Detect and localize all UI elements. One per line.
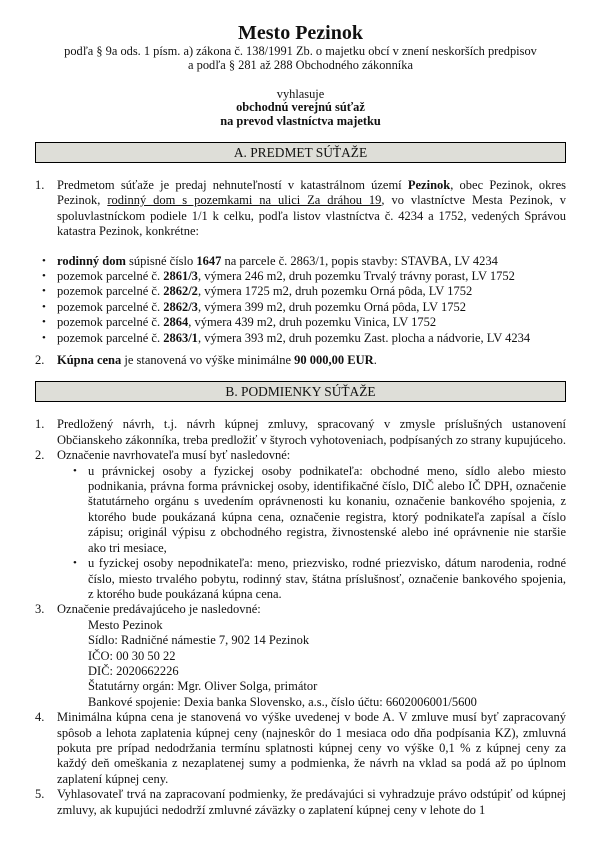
property-bullet <box>35 254 566 269</box>
property-bullet <box>35 300 566 315</box>
bullet-text: rodinný dom súpisné číslo 1647 na parcele č. 2863/1, popis stavby: STAVBA, LV 4234 <box>57 253 498 268</box>
bullet-icon: • <box>42 300 46 313</box>
item-number: 1. <box>35 417 45 432</box>
seller-statutory: Štatutárny orgán: Mgr. Oliver Solga, primátor <box>88 679 318 694</box>
list-item-b3 <box>35 602 566 710</box>
section-a-heading: A. PREDMET SÚŤAŽE <box>35 142 566 163</box>
section-a-list <box>35 178 566 368</box>
seller-ico: IČO: 00 30 50 22 <box>88 648 176 663</box>
bidder-type-bullet <box>57 556 566 602</box>
seller-address: Sídlo: Radničné námestie 7, 902 14 Pezinok <box>88 633 310 648</box>
bullet-text: pozemok parcelné č. 2861/3, výmera 246 m2, druh pozemku Trvalý trávny porast, LV 1752 <box>57 269 515 284</box>
item-number: 2. <box>35 448 45 463</box>
property-bullet <box>35 331 566 346</box>
seller-name: Mesto Pezinok <box>88 617 163 632</box>
item-text: Vyhlasovateľ trvá na zapracovaní podmienky, že predávajúci si vyhradzuje právo odstúpiť od kúpnej zmluvy, ak kupujúci nedodrží zmluvné záväzky o zaplatení kúpnej ceny v lehote do 1 <box>57 787 566 817</box>
list-item-b2 <box>35 448 566 602</box>
section-b-list <box>35 417 566 818</box>
property-bullet <box>35 269 566 284</box>
law-reference-line2: a podľa § 281 až 288 Obchodného zákonníka <box>188 57 413 72</box>
bullet-icon: • <box>42 331 46 344</box>
bullet-icon: • <box>42 254 46 267</box>
item-number: 3. <box>35 602 45 617</box>
document-title: Mesto Pezinok <box>238 22 363 44</box>
list-item-b5 <box>35 787 566 818</box>
bullet-icon: • <box>42 285 46 298</box>
bullet-text: pozemok parcelné č. 2863/1, výmera 393 m2, druh pozemku Zast. plocha a nádvorie, LV 4234 <box>57 330 531 345</box>
item-text: Predložený návrh, t.j. návrh kúpnej zmluvy, spracovaný v zmysle príslušných ustanovení Občianskeho zákonníka, treba predložiť v štyroch vyhotoveniach, podpísaných zo strany kupujúceho. <box>57 417 567 447</box>
item-number: 1. <box>35 177 45 192</box>
property-bullet <box>35 284 566 299</box>
list-item-a2 <box>35 353 566 368</box>
item-body <box>57 602 566 710</box>
law-reference-line1: podľa § 9a ods. 1 písm. a) zákona č. 138/1991 Zb. o majetku obcí v znení neskorších predpisov <box>64 44 537 58</box>
item-number: 4. <box>35 710 45 725</box>
bullet-text: pozemok parcelné č. 2864, výmera 439 m2, druh pozemku Vinica, LV 1752 <box>57 315 437 330</box>
announce-verb: vyhlasuje <box>276 86 325 101</box>
item-text: Označenie predávajúceho je nasledovné: <box>57 602 261 617</box>
list-item-b1 <box>35 417 566 448</box>
bidder-type-bullet <box>57 464 566 556</box>
seller-info-block <box>57 618 566 710</box>
announce-subject: obchodnú verejnú súťaž <box>236 100 365 115</box>
bullet-text: pozemok parcelné č. 2862/2, výmera 1725 m2, druh pozemku Orná pôda, LV 1752 <box>57 284 473 299</box>
item-number: 5. <box>35 787 45 802</box>
item-text: Kúpna cena je stanovená vo výške minimálne 90 000,00 EUR. <box>57 353 377 368</box>
item-text: Označenie navrhovateľa musí byť nasledovné: <box>57 448 291 463</box>
bullet-text: u právnickej osoby a fyzickej osoby podnikateľa: obchodné meno, sídlo alebo miesto podnikania, právna forma právnickej osoby, identifikačné číslo, DIČ alebo IČ DPH, označenie štatutárneho orgánu s uvedením oprávnenosti ku konaniu, označenie bankového spojenia, z ktorého bude poukázaná kúpna cena, označenie registra, ktorý podnikateľa zapísal a číslo zápisu; originál výpisu z obchodného registra, živnostenské alebo iné oprávnenie nie staršie ako tri mesiace, <box>88 463 566 555</box>
section-b-heading: B. PODMIENKY SÚŤAŽE <box>35 381 566 402</box>
announce-purpose: na prevod vlastníctva majetku <box>220 114 381 129</box>
list-item-b4 <box>35 710 566 787</box>
property-bullet <box>35 315 566 330</box>
announcement-block <box>35 88 566 129</box>
item-text: Minimálna kúpna cena je stanovená vo výške uvedenej v bode A. V zmluve musí byť zapracovaný spôsob a lehota zaplatenia kúpnej ceny (najneskôr do 1 mesiaca odo dňa podpísania KZ), zmluvná pokuta pre prípad nedodržania termínu splatnosti kúpnej ceny vo výške 0,1 % z kúpnej ceny za každý deň omeškania z nezaplatenej sumy a podmienka, že návrh na vklad sa podá až po úplnom zaplatení kúpnej ceny. <box>57 710 566 786</box>
bullet-text: u fyzickej osoby nepodnikateľa: meno, priezvisko, rodné priezvisko, dátum narodenia, rodné číslo, miesto trvalého pobytu, rodinný stav, štátna príslušnosť, označenie bankového spojenia, z ktorého bude poukázaná kúpna cena. <box>88 556 566 601</box>
bullet-icon: • <box>42 270 46 283</box>
item-body <box>57 448 566 602</box>
bullet-icon: • <box>73 464 77 477</box>
bullet-icon: • <box>73 557 77 570</box>
bullet-icon: • <box>42 316 46 329</box>
seller-dic: DIČ: 2020662226 <box>88 663 179 678</box>
item-number: 2. <box>35 353 45 368</box>
property-bullet-list <box>35 254 566 346</box>
bullet-text: pozemok parcelné č. 2862/3, výmera 399 m2, druh pozemku Orná pôda, LV 1752 <box>57 299 466 314</box>
list-item-a1 <box>35 178 566 240</box>
item-text: Predmetom súťaže je predaj nehnuteľností v katastrálnom území Pezinok, obec Pezinok, okres Pezinok, rodinný dom s pozemkami na ulici Za dráhou 19, vo vlastníctve Mesta Pezinok, v spoluvlastníckom podiele 1/1 k celku, podľa listov vlastníctva č. 4234 a 1752, vedených Správou katastra Pezinok, konkrétne: <box>57 177 566 239</box>
seller-bank: Bankové spojenie: Dexia banka Slovensko, a.s., číslo účtu: 6602006001/5600 <box>88 694 477 709</box>
